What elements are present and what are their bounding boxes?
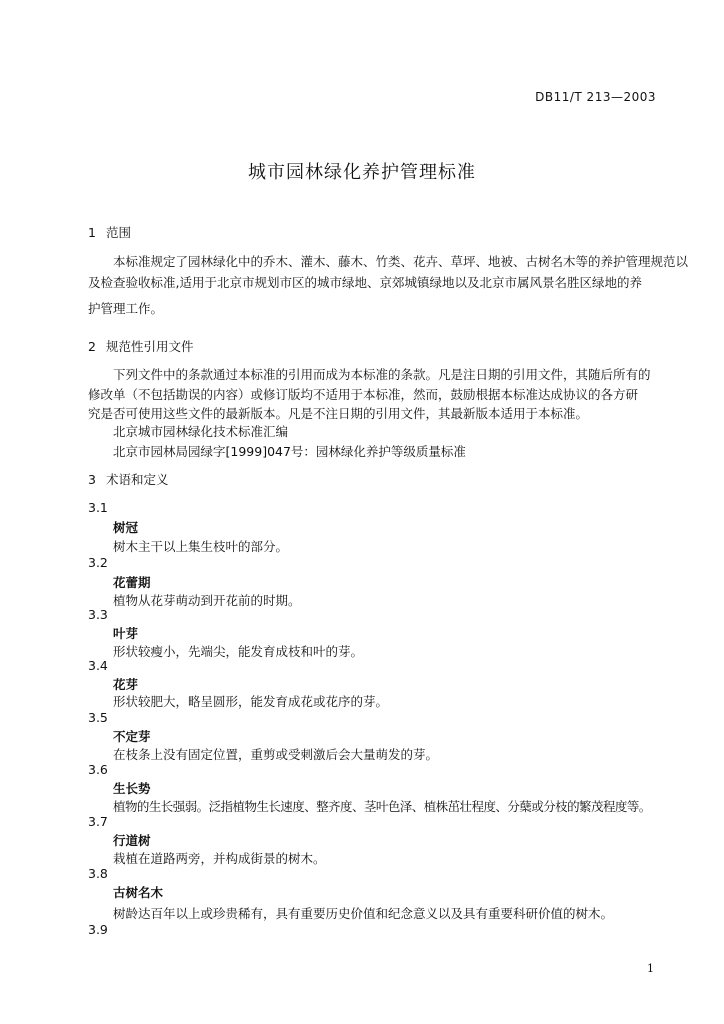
reference-item: 北京城市园林绿化技术标准汇编 bbox=[113, 424, 289, 439]
term-definition: 形状较瘦小，先端尖，能发育成枝和叶的芽。 bbox=[113, 644, 364, 659]
section-number: 2 bbox=[88, 339, 96, 354]
term-number: 3.4 bbox=[88, 658, 108, 673]
term-name: 生长势 bbox=[113, 781, 151, 796]
term-definition: 植物的生长强弱。泛指植物生长速度、整齐度、茎叶色泽、植株茁壮程度、分蘖或分枝的繁茂程度等。 bbox=[113, 799, 651, 814]
term-definition: 栽植在道路两旁，并构成街景的树木。 bbox=[113, 851, 326, 866]
term-number: 3.2 bbox=[88, 555, 108, 570]
scope-line-3: 护管理工作。 bbox=[88, 301, 164, 316]
term-definition: 形状较肥大，略呈圆形，能发育成花或花序的芽。 bbox=[113, 694, 389, 709]
term-name: 花蕾期 bbox=[113, 575, 151, 590]
term-name: 行道树 bbox=[113, 833, 151, 848]
section-number: 1 bbox=[88, 225, 96, 240]
references-line-1: 下列文件中的条款通过本标准的引用而成为本标准的条款。凡是注日期的引用文件，其随后所有的 bbox=[113, 367, 651, 382]
section-title: 范围 bbox=[106, 225, 132, 240]
term-name: 花芽 bbox=[113, 677, 139, 692]
section-title: 规范性引用文件 bbox=[106, 339, 194, 354]
term-name: 叶芽 bbox=[113, 626, 139, 641]
section-title: 术语和定义 bbox=[106, 472, 169, 487]
term-number: 3.5 bbox=[88, 710, 108, 725]
section-heading-normative-references bbox=[88, 337, 194, 355]
section-number: 3 bbox=[88, 472, 96, 487]
term-number: 3.7 bbox=[88, 814, 108, 829]
term-number: 3.8 bbox=[88, 866, 108, 881]
term-name: 古树名木 bbox=[113, 885, 164, 900]
page-number: 1 bbox=[647, 962, 654, 975]
standard-number: DB11/T 213—2003 bbox=[535, 90, 656, 104]
term-number: 3.9 bbox=[88, 922, 108, 937]
term-definition: 树龄达百年以上或珍贵稀有，具有重要历史价值和纪念意义以及具有重要科研价值的树木。 bbox=[113, 906, 614, 921]
section-heading-terms bbox=[88, 470, 169, 488]
term-definition: 植物从花芽萌动到开花前的时期。 bbox=[113, 593, 301, 608]
term-number: 3.1 bbox=[88, 500, 108, 515]
references-line-2: 修改单（不包括勘误的内容）或修订版均不适用于本标准，然而，鼓励根据本标准达成协议的各方研 bbox=[88, 387, 639, 402]
term-definition: 树木主干以上集生枝叶的部分。 bbox=[113, 539, 289, 554]
reference-item: 北京市园林局园绿字[1999]047号：园林绿化养护等级质量标准 bbox=[113, 444, 466, 459]
term-name: 不定芽 bbox=[113, 729, 151, 744]
term-name: 树冠 bbox=[113, 520, 139, 535]
term-definition: 在枝条上没有固定位置，重剪或受刺激后会大量萌发的芽。 bbox=[113, 747, 439, 762]
document-title: 城市园林绿化养护管理标准 bbox=[248, 162, 476, 183]
section-heading-scope bbox=[88, 223, 131, 241]
scope-line-1: 本标准规定了园林绿化中的乔木、灌木、藤木、竹类、花卉、草坪、地被、古树名木等的养护管理规范以 bbox=[113, 254, 689, 269]
term-number: 3.3 bbox=[88, 607, 108, 622]
scope-line-2: 及检查验收标准,适用于北京市规划市区的城市绿地、京郊城镇绿地以及北京市属风景名胜区绿地的养 bbox=[88, 275, 642, 290]
term-number: 3.6 bbox=[88, 762, 108, 777]
references-line-3: 究是否可使用这些文件的最新版本。凡是不注日期的引用文件，其最新版本适用于本标准。 bbox=[88, 406, 589, 421]
